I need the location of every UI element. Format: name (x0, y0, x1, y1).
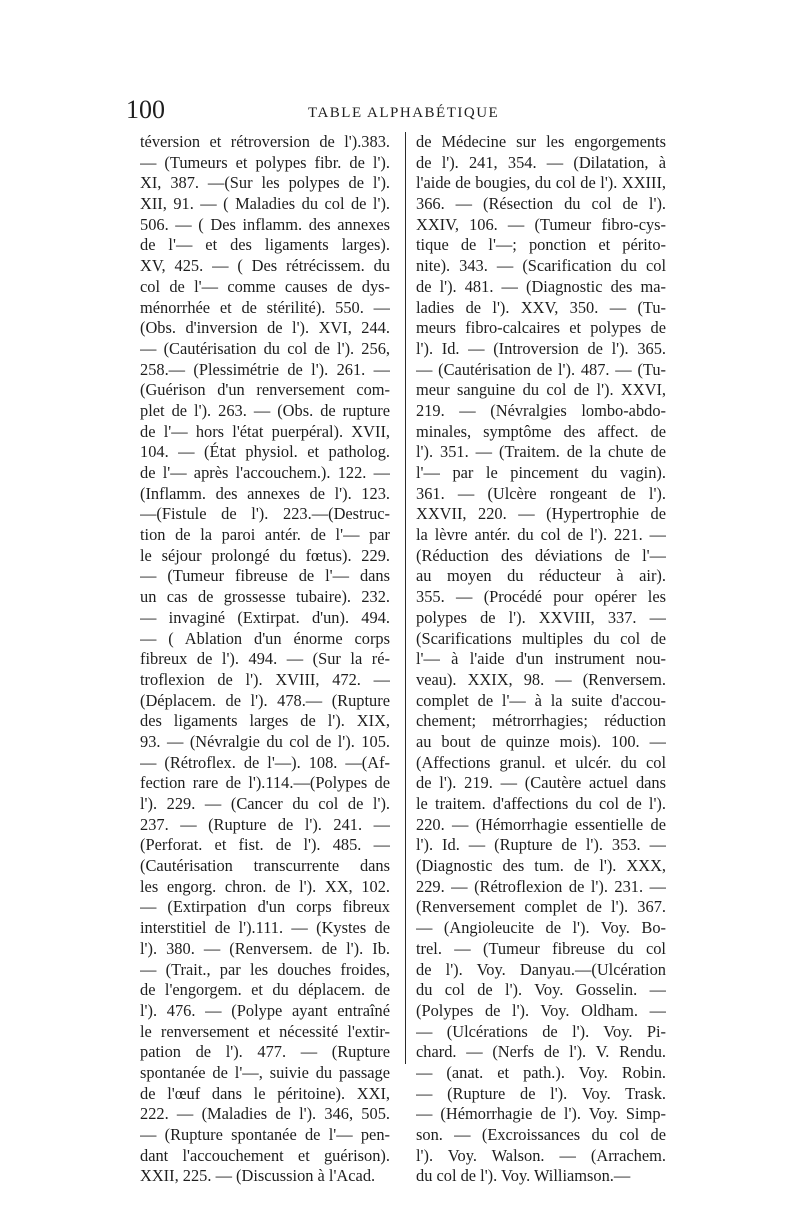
text-line: dant l'accouchement et guérison). (140, 1145, 390, 1165)
text-line: de l'). 481. — (Diagnostic des ma- (416, 276, 666, 296)
text-line: les engorg. chron. de l'). XX, 102. (140, 876, 390, 896)
text-line: 222. — (Maladies de l'). 346, 505. (140, 1104, 390, 1124)
text-line: l'). 380. — (Renversem. de l'). Ib. (140, 938, 390, 958)
text-line: —(Fistule de l'). 223.—(Destruc- (140, 504, 390, 524)
text-line: ménorrhée et de stérilité). 550. — (140, 297, 390, 317)
text-line: (Renversement complet de l'). 367. (416, 897, 666, 917)
text-line: l'). Id. — (Rupture de l'). 353. — (416, 835, 666, 855)
text-line: meur sanguine du col de l'). XXVI, (416, 380, 666, 400)
text-line: — (Tumeur fibreuse de l'— dans (140, 566, 390, 586)
text-line: nite). 343. — (Scarification du col (416, 256, 666, 276)
text-line: XII, 91. — ( Maladies du col de l'). (140, 194, 390, 214)
text-line: — (Rétroflex. de l'—). 108. —(Af- (140, 752, 390, 772)
text-line: l'— par le pincement du vagin). (416, 463, 666, 482)
text-line: l'— à l'aide d'un instrument nou- (416, 649, 666, 669)
text-line: l'aide de bougies, du col de l'). XXIII, (416, 173, 666, 193)
right-column (416, 132, 666, 1187)
text-line: — (Ulcérations de l'). Voy. Pi- (416, 1021, 666, 1041)
text-line: 104. — (État physiol. et patholog. (140, 442, 390, 462)
column-divider (405, 132, 406, 1064)
text-line: troflexion de l'). XVIII, 472. — (140, 669, 390, 689)
text-line: pation de l'). 477. — (Rupture (140, 1042, 390, 1062)
text-line: spontanée de l'—, suivie du passage (140, 1062, 390, 1082)
text-line: — (Angioleucite de l'). Voy. Bo- (416, 918, 666, 938)
text-line: plet de l'). 263. — (Obs. de rupture (140, 400, 390, 420)
text-line: — invaginé (Extirpat. d'un). 494. (140, 607, 390, 627)
text-line: XI, 387. —(Sur les polypes de l'). (140, 173, 390, 193)
text-line: l'). 476. — (Polype ayant entraîné (140, 1000, 390, 1020)
text-line: l'). 229. — (Cancer du col de l'). (140, 794, 390, 813)
text-line: son. — (Excroissances du col de (416, 1125, 666, 1144)
text-line: complet de l'— à la suite d'accou- (416, 690, 666, 710)
text-line: XXIV, 106. — (Tumeur fibro-cys- (416, 214, 666, 234)
text-line: le séjour prolongé du fœtus). 229. (140, 545, 390, 565)
text-line: 361. — (Ulcère rongeant de l'). (416, 483, 666, 503)
text-line: de l'œuf dans le péritoine). XXI, (140, 1083, 390, 1103)
text-line: de l'). Voy. Danyau.—(Ulcération (416, 959, 666, 979)
text-line: interstitiel de l').111. — (Kystes de (140, 918, 390, 938)
text-line: — (Extirpation d'un corps fibreux (140, 897, 390, 917)
left-column (140, 132, 390, 1187)
running-title: TABLE ALPHABÉTIQUE (308, 105, 500, 121)
text-line: du col de l'). Voy. Gosselin. — (416, 980, 666, 1000)
text-line: — (Cautérisation du col de l'). 256, (140, 338, 390, 358)
text-line: l'). 351. — (Traitem. de la chute de (416, 442, 666, 462)
text-line: au bout de quinze mois). 100. — (416, 731, 666, 751)
text-line: un cas de grossesse tubaire). 232. (140, 587, 390, 607)
text-line: chard. — (Nerfs de l'). V. Rendu. (416, 1042, 666, 1062)
text-line: (Diagnostic des tum. de l'). XXX, (416, 856, 666, 876)
text-line: de l'). 241, 354. — (Dilatation, à (416, 152, 666, 172)
text-line: — (Cautérisation de l'). 487. — (Tu- (416, 359, 666, 379)
text-line: du col de l'). Voy. Williamson.— (416, 1166, 631, 1186)
text-line: — (Tumeurs et polypes fibr. de l'). (140, 152, 390, 172)
text-line: 220. — (Hémorrhagie essentielle de (416, 814, 666, 834)
text-line: (Cautérisation transcurrente dans (140, 856, 390, 876)
text-line: minales, symptôme des affect. de (416, 421, 666, 441)
text-line: fibreux de l'). 494. — (Sur la ré- (140, 649, 390, 669)
text-line: de l'— après l'accouchem.). 122. — (140, 463, 390, 482)
text-line: — (Hémorrhagie de l'). Voy. Simp- (416, 1104, 666, 1124)
text-line: 237. — (Rupture de l'). 241. — (140, 814, 390, 834)
text-line: au moyen du réducteur à air). (416, 566, 666, 586)
text-line: 229. — (Rétroflexion de l'). 231. — (416, 876, 666, 896)
text-line: l'). Id. — (Introversion de l'). 365. (416, 338, 666, 358)
text-line: des ligaments larges de l'). XIX, (140, 711, 390, 731)
text-line: trel. — (Tumeur fibreuse du col (416, 938, 666, 958)
page-number: 100 (126, 95, 165, 124)
text-line: (Réduction des déviations de l'— (416, 545, 666, 565)
text-line: — (Trait., par les douches froides, (140, 959, 390, 979)
text-line: 355. — (Procédé pour opérer les (416, 587, 666, 607)
text-line: (Perforat. et fist. de l'). 485. — (140, 835, 390, 855)
page-header (118, 92, 678, 128)
text-line: XV, 425. — ( Des rétrécissem. du (140, 256, 390, 276)
text-line: — (Rupture spontanée de l'— pen- (140, 1125, 390, 1144)
text-line: (Polypes de l'). Voy. Oldham. — (416, 1000, 666, 1020)
text-line: l'). Voy. Walson. — (Arrachem. (416, 1145, 666, 1165)
text-line: — (Rupture de l'). Voy. Trask. (416, 1083, 666, 1103)
text-line: 366. — (Résection du col de l'). (416, 194, 666, 214)
text-line: (Guérison d'un renversement com- (140, 380, 390, 400)
text-line: de l'engorgem. et du déplacem. de (140, 980, 390, 1000)
text-columns (140, 132, 680, 1186)
text-line: (Scarifications multiples du col de (416, 628, 666, 648)
text-line: 506. — ( Des inflamm. des annexes (140, 214, 390, 234)
text-line: le traitem. d'affections du col de l'). (416, 794, 666, 813)
text-line: de l'). 219. — (Cautère actuel dans (416, 773, 666, 793)
text-line: la lèvre antér. du col de l'). 221. — (416, 525, 666, 545)
text-line: (Inflamm. des annexes de l'). 123. (140, 483, 390, 503)
text-line: 258.— (Plessimétrie de l'). 261. — (140, 359, 390, 379)
text-line: (Affections granul. et ulcér. du col (416, 752, 666, 772)
text-line: téversion et rétroversion de l').383. (140, 132, 390, 151)
text-line: (Déplacem. de l'). 478.— (Rupture (140, 690, 390, 710)
text-line: 93. — (Névralgie du col de l'). 105. (140, 731, 390, 751)
text-line: XXVII, 220. — (Hypertrophie de (416, 504, 666, 524)
text-line: tique de l'—; ponction et périto- (416, 235, 666, 255)
text-line: ladies de l'). XXV, 350. — (Tu- (416, 297, 666, 317)
text-line: tion de la paroi antér. de l'— par (140, 525, 390, 545)
text-line: fection rare de l').114.—(Polypes de (140, 773, 390, 793)
text-line: de l'— hors l'état puerpéral). XVII, (140, 421, 390, 441)
text-line: le renversement et nécessité l'extir- (140, 1021, 390, 1041)
text-line: — ( Ablation d'un énorme corps (140, 628, 390, 648)
text-line: meurs fibro-calcaires et polypes de (416, 318, 666, 338)
text-line: veau). XXIX, 98. — (Renversem. (416, 669, 666, 689)
text-line: 219. — (Névralgies lombo-abdo- (416, 400, 666, 420)
text-line: de Médecine sur les engorgements (416, 132, 666, 151)
text-line: — (anat. et path.). Voy. Robin. (416, 1062, 666, 1082)
text-line: polypes de l'). XXVIII, 337. — (416, 607, 666, 627)
text-line: de l'— et des ligaments larges). (140, 235, 390, 255)
text-line: col de l'— comme causes de dys- (140, 276, 390, 296)
text-line: XXII, 225. — (Discussion à l'Acad. (140, 1166, 376, 1186)
text-line: (Obs. d'inversion de l'). XVI, 244. (140, 318, 390, 338)
text-line: chement; métrorrhagies; réduction (416, 711, 666, 731)
